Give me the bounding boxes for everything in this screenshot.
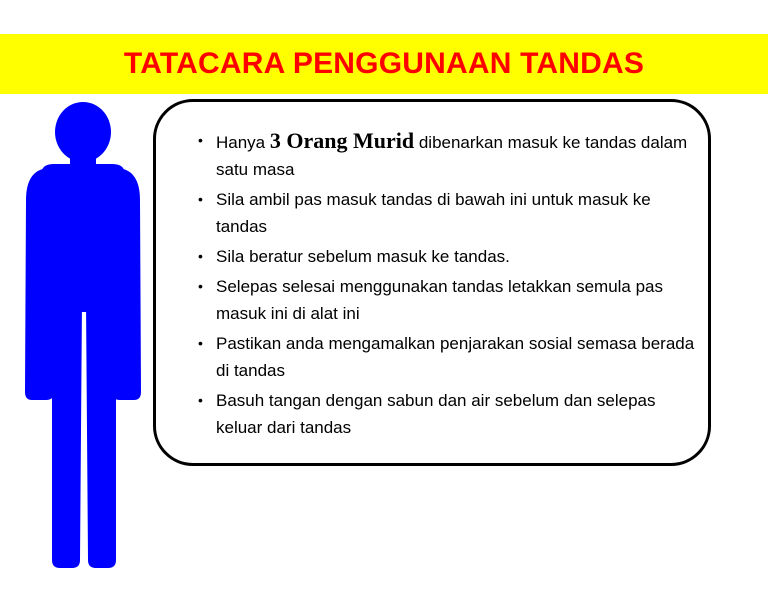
page-title: TATACARA PENGGUNAAN TANDAS [123, 47, 645, 80]
rule-text: Basuh tangan dengan sabun dan air sebelum dan selepas keluar dari tandas [216, 391, 656, 437]
bullet-icon: • [198, 335, 203, 351]
title-banner [0, 34, 768, 94]
rules-list [198, 127, 698, 444]
bullet-icon: • [198, 248, 203, 264]
rule-text: Sila ambil pas masuk tandas di bawah ini untuk masuk ke tandas [216, 190, 651, 236]
rule-item [198, 186, 698, 240]
rule-item [198, 387, 698, 441]
rule-text: Sila beratur sebelum masuk ke tandas. [216, 247, 510, 266]
rule-item [198, 243, 698, 270]
person-icon [22, 102, 144, 572]
rule-item [198, 127, 698, 183]
rule-text: Hanya [216, 133, 270, 152]
bullet-icon: • [198, 191, 203, 207]
rule-item [198, 273, 698, 327]
rule-text: Selepas selesai menggunakan tandas letakkan semula pas masuk ini di alat ini [216, 277, 664, 323]
rule-emphasis: 3 Orang Murid [269, 128, 415, 153]
bullet-icon: • [198, 132, 203, 148]
bullet-icon: • [198, 278, 203, 294]
rule-item [198, 330, 698, 384]
rule-text: Pastikan anda mengamalkan penjarakan sosial semasa berada di tandas [216, 334, 695, 380]
bullet-icon: • [198, 392, 203, 408]
rules-box [153, 99, 711, 466]
rule-text: dibenarkan masuk ke tandas dalam satu masa [216, 133, 688, 179]
